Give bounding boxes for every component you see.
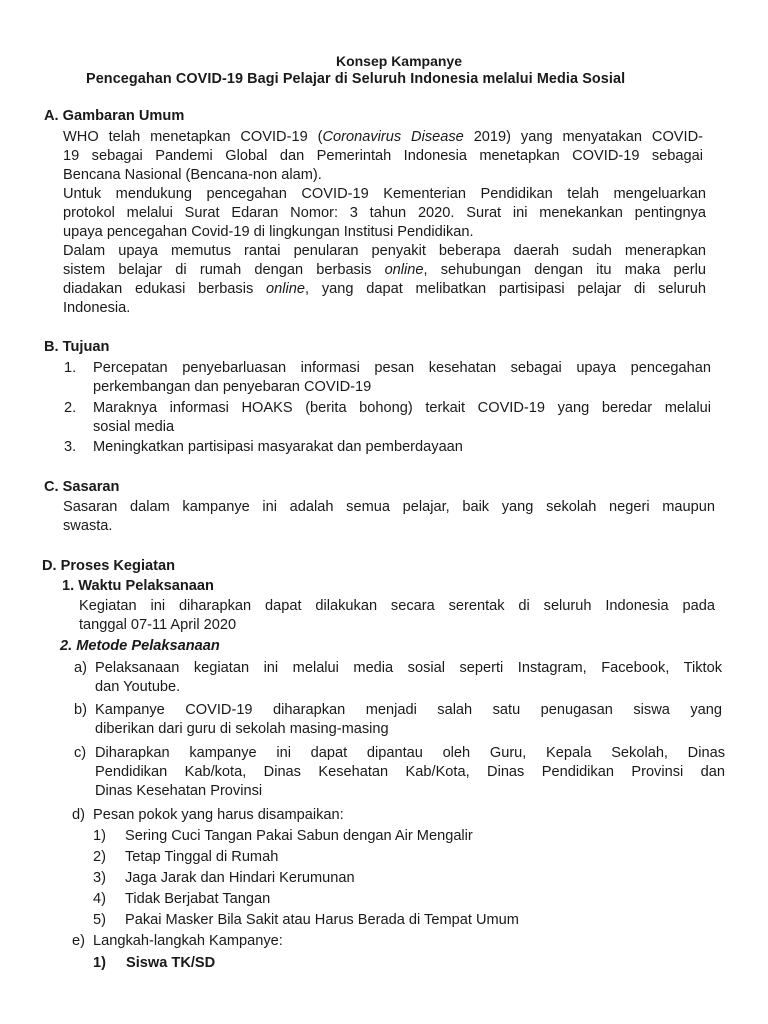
- line: Diharapkan kampanye ini dapat dipantau oleh Guru, Kepala Sekolah, Dinas: [95, 745, 725, 761]
- document-title: Konsep Kampanye: [335, 53, 463, 69]
- list-item: [93, 359, 711, 397]
- list-letter: a): [74, 660, 87, 676]
- line: Indonesia.: [63, 300, 131, 316]
- line: Dinas Kesehatan Provinsi: [95, 783, 263, 799]
- message-item: Sering Cuci Tangan Pakai Sabun dengan Air Mengalir: [125, 828, 473, 844]
- line: protokol melalui Surat Edaran Nomor: 3 tahun 2020. Surat ini menekankan pentingnya: [63, 205, 706, 221]
- list-item: [95, 659, 722, 697]
- list-number: 1): [93, 955, 106, 971]
- list-number: 4): [93, 891, 106, 907]
- list-letter: b): [74, 702, 87, 718]
- document-subtitle: Pencegahan COVID-19 Bagi Pelajar di Seluruh Indonesia melalui Media Sosial: [86, 71, 626, 87]
- list-item: [95, 744, 725, 801]
- text-italic: online: [384, 262, 424, 278]
- line: 19 sebagai Pandemi Global dan Pemerintah Indonesia menetapkan COVID-19 sebagai: [63, 148, 703, 164]
- line: Maraknya informasi HOAKS (berita bohong) terkait COVID-19 yang beredar melalui: [93, 400, 711, 416]
- line: Pendidikan Kab/kota, Dinas Kesehatan Kab/Kota, Dinas Pendidikan Provinsi dan: [95, 764, 725, 780]
- list-letter: c): [74, 745, 87, 761]
- list-number: 1): [93, 828, 106, 844]
- message-item: Tidak Berjabat Tangan: [125, 891, 271, 907]
- list-number: 2): [93, 849, 106, 865]
- line: Meningkatkan partisipasi masyarakat dan pemberdayaan: [93, 439, 463, 455]
- line: swasta.: [63, 518, 113, 534]
- text: , yang dapat melibatkan partisipasi pelajar di seluruh: [305, 281, 706, 297]
- subsection-heading: 1. Waktu Pelaksanaan: [62, 578, 214, 594]
- text-italic: online: [266, 281, 305, 297]
- message-item: Tetap Tinggal di Rumah: [125, 849, 279, 865]
- list-number: 3): [93, 870, 106, 886]
- list-item: Langkah-langkah Kampanye:: [93, 933, 283, 949]
- list-letter: e): [72, 933, 85, 949]
- list-item: [93, 438, 711, 457]
- section-a-paragraph-1: [63, 128, 703, 185]
- line: [63, 128, 703, 147]
- line: Bencana Nasional (Bencana-non alam).: [63, 167, 322, 183]
- text: sistem belajar di rumah dengan berbasis: [63, 262, 385, 278]
- list-number: 2.: [64, 400, 77, 416]
- line: Kegiatan ini diharapkan dapat dilakukan secara serentak di seluruh Indonesia pada: [79, 598, 715, 614]
- line: sosial media: [93, 419, 175, 435]
- line: diberikan dari guru di sekolah masing-masing: [95, 721, 389, 737]
- line: Pelaksanaan kegiatan ini melalui media sosial seperti Instagram, Facebook, Tiktok: [95, 660, 722, 676]
- section-b-heading: B. Tujuan: [44, 339, 110, 355]
- line: upaya pencegahan Covid-19 di lingkungan Institusi Pendidikan.: [63, 224, 474, 240]
- subsection-paragraph: [79, 597, 715, 635]
- text: 2019) yang menyatakan COVID-: [463, 129, 703, 145]
- text: , sehubungan dengan itu maka perlu: [423, 262, 706, 278]
- list-number: 5): [93, 912, 106, 928]
- list-item: [95, 701, 722, 739]
- line: [63, 280, 706, 299]
- text-italic: Coronavirus Disease: [322, 129, 464, 145]
- list-letter: d): [72, 807, 85, 823]
- list-number: 1.: [64, 360, 77, 376]
- sub-item-heading: Siswa TK/SD: [126, 955, 216, 971]
- section-c-heading: C. Sasaran: [44, 479, 120, 495]
- section-a-paragraph-3: [63, 242, 706, 318]
- line: Percepatan penyebarluasan informasi pesan kesehatan sebagai upaya pencegahan: [93, 360, 711, 376]
- list-item: Pesan pokok yang harus disampaikan:: [93, 807, 344, 823]
- text: WHO telah menetapkan COVID-19 (: [63, 129, 323, 145]
- line: tanggal 07-11 April 2020: [79, 617, 237, 633]
- line: Sasaran dalam kampanye ini adalah semua pelajar, baik yang sekolah negeri maupun: [63, 499, 715, 515]
- line: [63, 261, 706, 280]
- line: dan Youtube.: [95, 679, 181, 695]
- line: Untuk mendukung pencegahan COVID-19 Kementerian Pendidikan telah mengeluarkan: [63, 186, 706, 202]
- message-item: Pakai Masker Bila Sakit atau Harus Berada di Tempat Umum: [125, 912, 519, 928]
- section-a-paragraph-2: [63, 185, 706, 242]
- line: perkembangan dan penyebaran COVID-19: [93, 379, 372, 395]
- list-number: 3.: [64, 439, 77, 455]
- message-item: Jaga Jarak dan Hindari Kerumunan: [125, 870, 355, 886]
- section-d-heading: D. Proses Kegiatan: [42, 558, 176, 574]
- section-a-heading: A. Gambaran Umum: [44, 108, 185, 124]
- line: Dalam upaya memutus rantai penularan penyakit beberapa daerah sudah menerapkan: [63, 243, 706, 259]
- list-item: [93, 399, 711, 437]
- subsection-heading: 2. Metode Pelaksanaan: [60, 638, 220, 654]
- section-c-paragraph: [63, 498, 715, 536]
- text: diadakan edukasi berbasis: [63, 281, 267, 297]
- line: Kampanye COVID-19 diharapkan menjadi salah satu penugasan siswa yang: [95, 702, 722, 718]
